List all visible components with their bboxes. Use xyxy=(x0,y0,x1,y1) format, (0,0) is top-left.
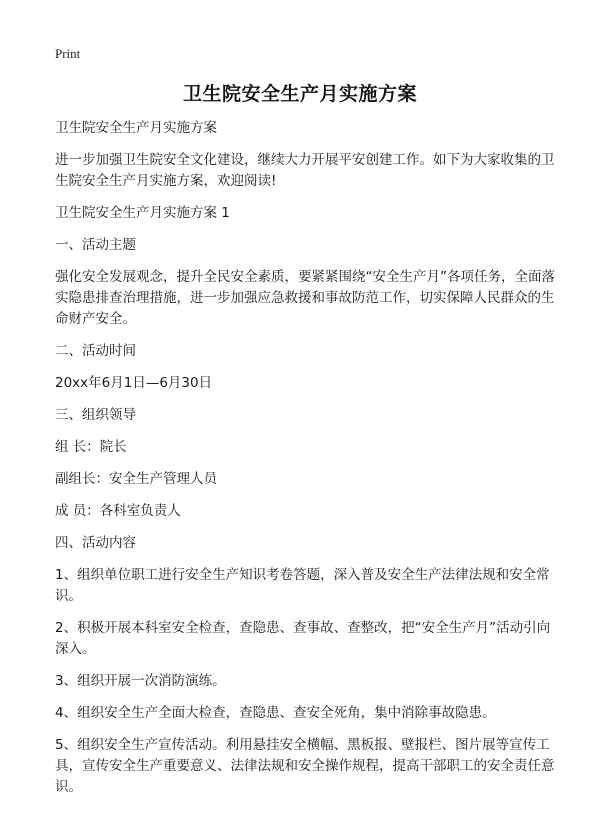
deputy-leader-line: 副组长：安全生产管理人员 xyxy=(55,471,217,487)
document-title: 卫生院安全生产月实施方案 xyxy=(182,83,417,105)
members-line: 成 员：各科室负责人 xyxy=(55,503,181,519)
print-link[interactable]: Print xyxy=(55,46,81,61)
section-heading-content: 四、活动内容 xyxy=(55,535,136,551)
section-heading-theme: 一、活动主题 xyxy=(55,237,136,253)
content-item-1: 1、组织单位职工进行安全生产知识考卷答题，深入普及安全生产法律法规和安全常识。 xyxy=(55,567,550,604)
section-heading-leadership: 三、组织领导 xyxy=(55,407,136,423)
content-item-4: 4、组织安全生产全面大检查，查隐患、查安全死角，集中消除事故隐患。 xyxy=(55,705,496,721)
intro-paragraph: 进一步加强卫生院安全文化建设，继续大力开展平安创建工作。如下为大家收集的卫生院安全生产月实施方案，欢迎阅读! xyxy=(55,152,555,189)
time-paragraph: 20xx年6月1日—6月30日 xyxy=(55,375,213,391)
subtitle-paragraph: 卫生院安全生产月实施方案 xyxy=(55,120,217,136)
theme-paragraph: 强化安全发展观念，提升全民安全素质，要紧紧围绕“安全生产月”各项任务，全面落实隐患排查治理措施，进一步加强应急救援和事故防范工作，切实保障人民群众的生命财产安全。 xyxy=(55,269,555,327)
section-heading-time: 二、活动时间 xyxy=(55,343,136,359)
document-body xyxy=(55,118,555,809)
plan-heading: 卫生院安全生产月实施方案 1 xyxy=(55,205,230,221)
content-item-3: 3、组织开展一次消防演练。 xyxy=(55,673,226,689)
leader-line: 组 长：院长 xyxy=(55,439,127,455)
content-item-5: 5、组织安全生产宣传活动。利用悬挂安全横幅、黑板报、壁报栏、图片展等宣传工具，宣传安全生产重要意义、法律法规和安全操作规程，提高干部职工的安全责任意识。 xyxy=(55,737,555,795)
content-item-2: 2、积极开展本科室安全检查，查隐患、查事故、查整改，把“安全生产月”活动引向深入。 xyxy=(55,620,551,657)
